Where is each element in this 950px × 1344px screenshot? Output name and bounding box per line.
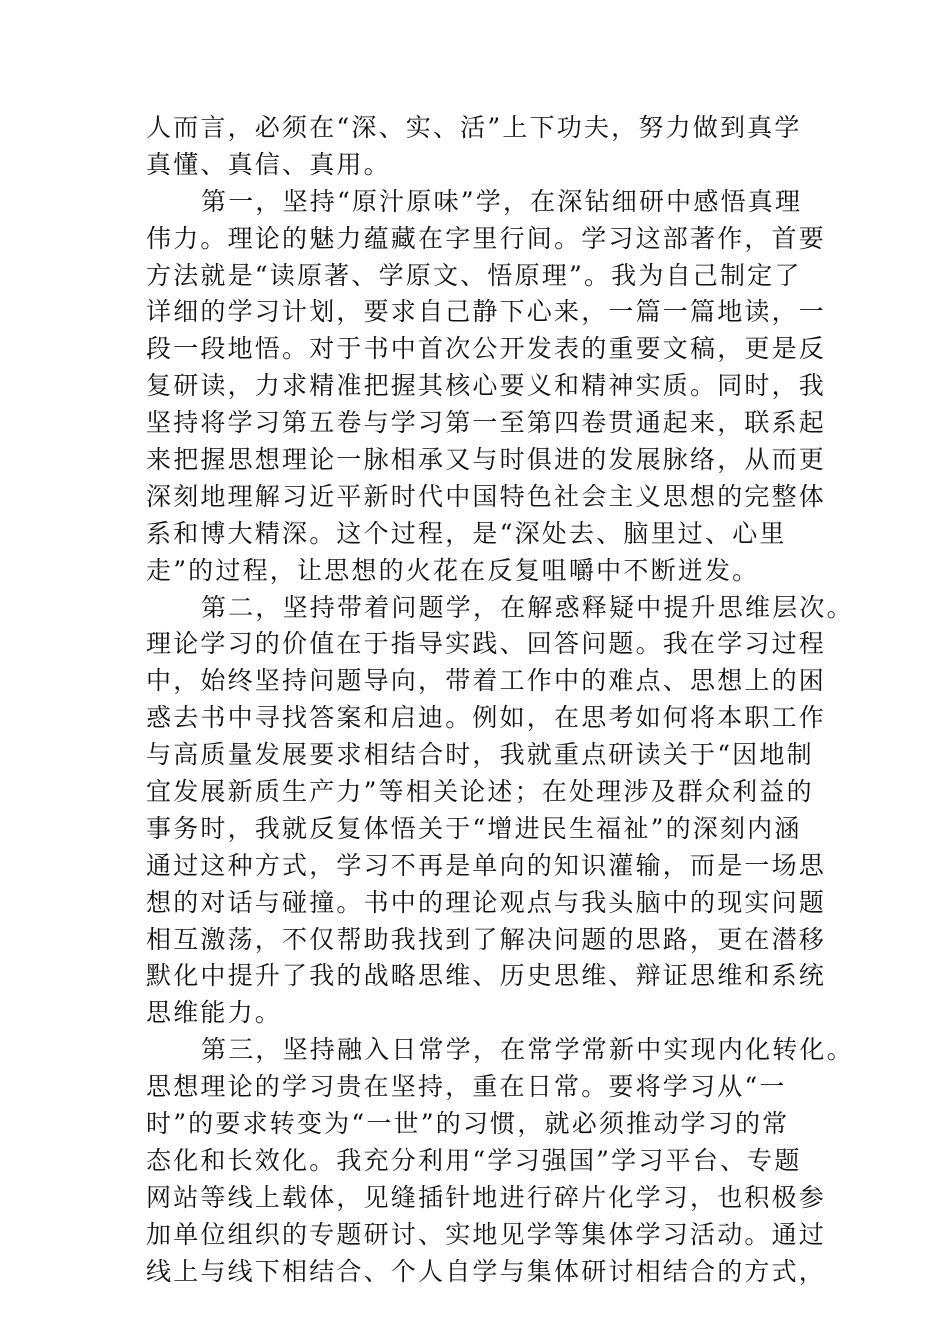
text-line: 默化中提升了我的战略思维、历史思维、辩证思维和系统 — [146, 961, 827, 991]
text-line: 系和博大精深。这个过程，是“深处去、脑里过、心里 — [146, 518, 787, 548]
text-line: 通过这种方式，学习不再是单向的知识灌输，而是一场思 — [146, 850, 827, 880]
text-line: 网站等线上载体，见缝插针地进行碎片化学习，也积极参 — [146, 1182, 827, 1212]
text-line: 坚持将学习第五卷与学习第一至第四卷贯通起来，联系起 — [146, 408, 827, 438]
text-line: 思维能力。 — [146, 998, 283, 1028]
text-line: 加单位组织的专题研讨、实地见学等集体学习活动。通过 — [146, 1219, 827, 1249]
text-line: 详细的学习计划，要求自己静下心来，一篇一篇地读，一 — [146, 297, 827, 327]
text-line: 真懂、真信、真用。 — [146, 149, 391, 179]
paragraph-first-line: 第二，坚持带着问题学，在解惑释疑中提升思维层次。 — [201, 592, 854, 622]
text-line: 伟力。理论的魅力蕴藏在字里行间。学习这部著作，首要 — [146, 223, 827, 253]
text-line: 时”的要求转变为“一世”的习惯，就必须推动学习的常 — [146, 1109, 790, 1139]
text-line: 复研读，力求精准把握其核心要义和精神实质。同时，我 — [146, 371, 827, 401]
text-line: 想的对话与碰撞。书中的理论观点与我头脑中的现实问题 — [146, 887, 827, 917]
text-line: 宜发展新质生产力”等相关论述；在处理涉及群众利益的 — [146, 777, 814, 807]
text-line: 相互激荡，不仅帮助我找到了解决问题的思路，更在潜移 — [146, 924, 827, 954]
paragraph-first-line: 第一，坚持“原汁原味”学，在深钻细研中感悟真理 — [201, 186, 803, 216]
text-line: 态化和长效化。我充分利用“学习强国”学习平台、专题 — [146, 1145, 802, 1175]
text-line: 事务时，我就反复体悟关于“增进民生福祉”的深刻内涵 — [146, 813, 802, 843]
text-line: 人而言，必须在“深、实、活”上下功夫，努力做到真学 — [146, 113, 802, 142]
text-line: 中，始终坚持问题导向，带着工作中的难点、思想上的困 — [146, 666, 827, 696]
text-line: 惑去书中寻找答案和启迪。例如，在思考如何将本职工作 — [146, 703, 827, 733]
text-line: 走”的过程，让思想的火花在反复咀嚼中不断迸发。 — [146, 555, 760, 585]
text-line: 深刻地理解习近平新时代中国特色社会主义思想的完整体 — [146, 481, 827, 511]
document-body — [146, 110, 854, 1291]
text-line: 与高质量发展要求相结合时，我就重点研读关于“因地制 — [146, 740, 814, 770]
text-line: 线上与线下相结合、个人自学与集体研讨相结合的方式， — [146, 1256, 827, 1286]
text-line: 理论学习的价值在于指导实践、回答问题。我在学习过程 — [146, 629, 827, 659]
text-line: 方法就是“读原著、学原文、悟原理”。我为自己制定了 — [146, 260, 802, 290]
paragraph-first-line: 第三，坚持融入日常学，在常学常新中实现内化转化。 — [201, 1035, 854, 1065]
text-line: 思想理论的学习贵在坚持，重在日常。要将学习从“一 — [146, 1072, 787, 1102]
text-line: 来把握思想理论一脉相承又与时俱进的发展脉络，从而更 — [146, 445, 827, 475]
text-line: 段一段地悟。对于书中首次公开发表的重要文稿，更是反 — [146, 334, 827, 364]
